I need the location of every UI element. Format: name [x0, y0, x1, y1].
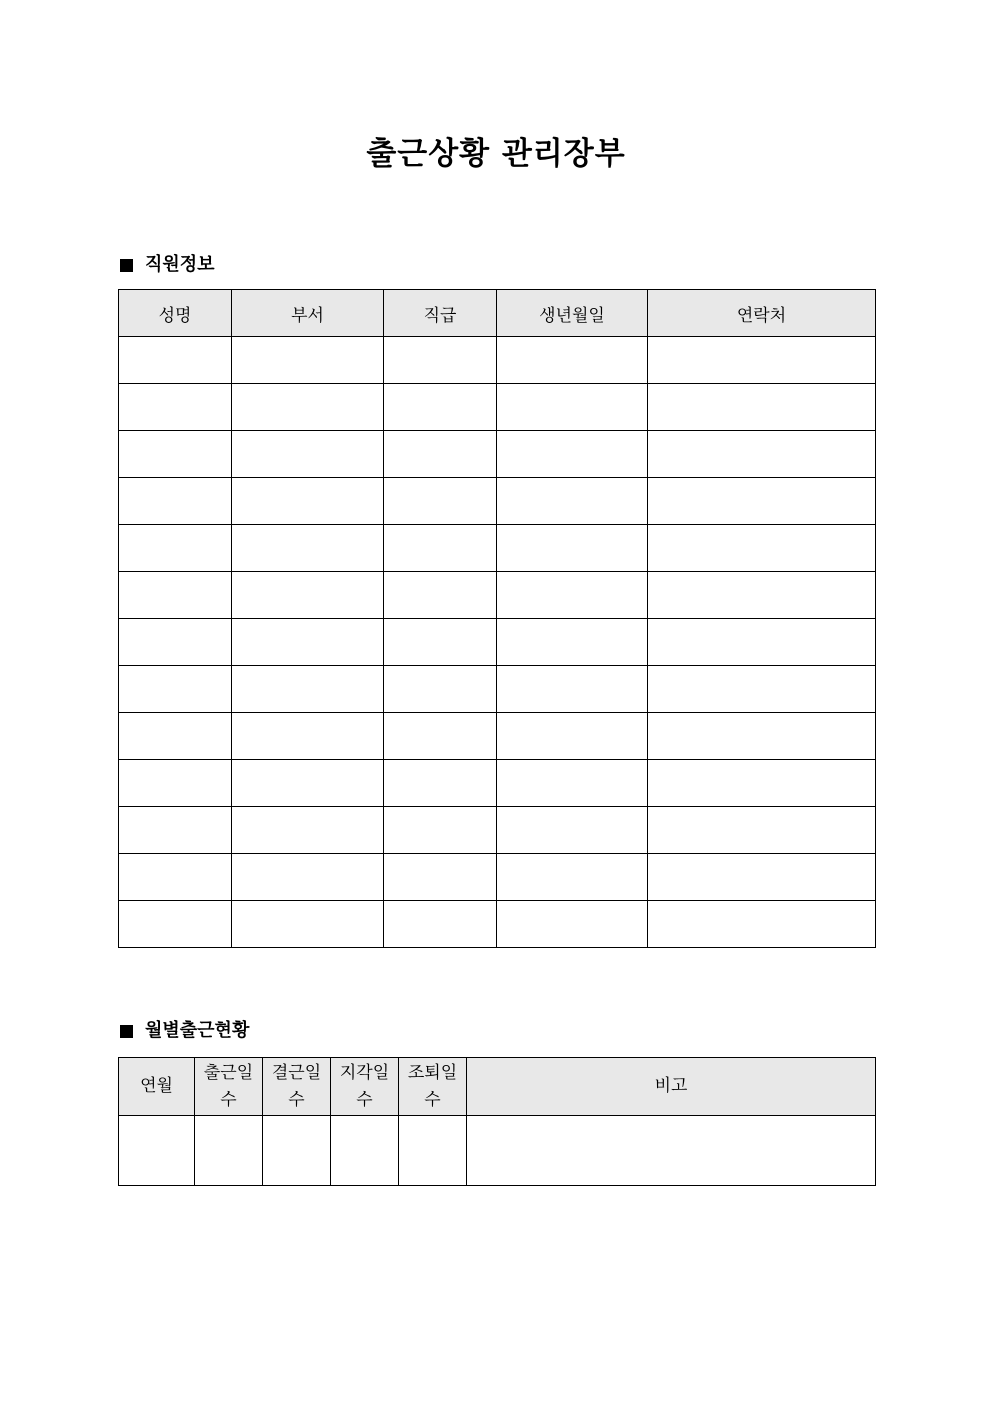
table-cell[interactable] [384, 431, 497, 478]
table-cell[interactable] [497, 713, 648, 760]
table-row [119, 901, 876, 948]
column-header-contact: 연락처 [648, 290, 876, 337]
table-cell[interactable] [119, 478, 232, 525]
monthly-section-heading [120, 1019, 249, 1043]
table-cell[interactable] [497, 901, 648, 948]
table-cell[interactable] [497, 525, 648, 572]
table-cell[interactable] [119, 572, 232, 619]
table-cell[interactable] [232, 431, 384, 478]
table-cell[interactable] [384, 666, 497, 713]
table-cell[interactable] [119, 713, 232, 760]
table-row [119, 384, 876, 431]
table-cell[interactable] [648, 337, 876, 384]
column-header-birthdate: 생년월일 [497, 290, 648, 337]
table-cell[interactable] [119, 337, 232, 384]
column-header-absence-days: 결근일 수 [263, 1058, 331, 1116]
table-cell[interactable] [119, 666, 232, 713]
table-cell[interactable] [648, 854, 876, 901]
table-cell[interactable] [331, 1116, 399, 1186]
monthly-section-label: 월별출근현황 [145, 1020, 250, 1041]
table-cell[interactable] [232, 478, 384, 525]
table-cell[interactable] [648, 666, 876, 713]
column-header-year-month: 연월 [119, 1058, 195, 1116]
table-cell[interactable] [384, 619, 497, 666]
table-cell[interactable] [232, 337, 384, 384]
table-cell[interactable] [497, 854, 648, 901]
staff-section-label: 직원정보 [145, 254, 215, 275]
table-cell[interactable] [119, 431, 232, 478]
table-cell[interactable] [648, 431, 876, 478]
table-cell[interactable] [648, 572, 876, 619]
table-cell[interactable] [119, 619, 232, 666]
table-cell[interactable] [384, 901, 497, 948]
column-header-department: 부서 [232, 290, 384, 337]
table-cell[interactable] [119, 901, 232, 948]
table-cell[interactable] [232, 572, 384, 619]
table-row [119, 525, 876, 572]
table-cell[interactable] [384, 337, 497, 384]
table-row [119, 1116, 876, 1186]
table-row [119, 760, 876, 807]
table-cell[interactable] [119, 854, 232, 901]
table-row [119, 572, 876, 619]
table-cell[interactable] [497, 666, 648, 713]
table-cell[interactable] [232, 807, 384, 854]
table-cell[interactable] [648, 478, 876, 525]
square-bullet-icon [120, 1025, 133, 1038]
table-cell[interactable] [384, 854, 497, 901]
column-header-position: 직급 [384, 290, 497, 337]
table-cell[interactable] [384, 807, 497, 854]
table-cell[interactable] [119, 525, 232, 572]
table-cell[interactable] [497, 619, 648, 666]
table-row [119, 713, 876, 760]
table-cell[interactable] [119, 807, 232, 854]
table-row [119, 807, 876, 854]
table-cell[interactable] [497, 478, 648, 525]
table-cell[interactable] [648, 384, 876, 431]
table-cell[interactable] [232, 901, 384, 948]
table-cell[interactable] [232, 713, 384, 760]
table-row [119, 619, 876, 666]
table-cell[interactable] [497, 572, 648, 619]
table-cell[interactable] [232, 525, 384, 572]
table-cell[interactable] [497, 807, 648, 854]
table-cell[interactable] [384, 478, 497, 525]
table-row [119, 478, 876, 525]
table-cell[interactable] [232, 760, 384, 807]
table-cell[interactable] [497, 384, 648, 431]
table-header-row [119, 1058, 876, 1116]
table-cell[interactable] [384, 384, 497, 431]
table-cell[interactable] [232, 854, 384, 901]
table-row [119, 666, 876, 713]
column-header-name: 성명 [119, 290, 232, 337]
table-cell[interactable] [232, 384, 384, 431]
table-cell[interactable] [263, 1116, 331, 1186]
table-cell[interactable] [119, 1116, 195, 1186]
table-header-row [119, 290, 876, 337]
table-cell[interactable] [648, 525, 876, 572]
table-cell[interactable] [497, 431, 648, 478]
table-cell[interactable] [648, 713, 876, 760]
table-row [119, 854, 876, 901]
column-header-attendance-days: 출근일 수 [195, 1058, 263, 1116]
table-cell[interactable] [195, 1116, 263, 1186]
table-cell[interactable] [384, 713, 497, 760]
table-cell[interactable] [384, 572, 497, 619]
staff-info-table [118, 289, 876, 948]
table-cell[interactable] [399, 1116, 467, 1186]
table-cell[interactable] [119, 760, 232, 807]
table-cell[interactable] [497, 760, 648, 807]
table-cell[interactable] [648, 760, 876, 807]
column-header-early-leave-days: 조퇴일 수 [399, 1058, 467, 1116]
table-cell[interactable] [232, 666, 384, 713]
table-cell[interactable] [119, 384, 232, 431]
table-cell[interactable] [467, 1116, 876, 1186]
table-cell[interactable] [232, 619, 384, 666]
table-cell[interactable] [384, 760, 497, 807]
table-cell[interactable] [497, 337, 648, 384]
monthly-attendance-table [118, 1057, 876, 1186]
table-row [119, 431, 876, 478]
table-cell[interactable] [648, 807, 876, 854]
column-header-late-days: 지각일 수 [331, 1058, 399, 1116]
staff-section-heading [120, 253, 215, 277]
table-cell[interactable] [384, 525, 497, 572]
page-title: 출근상황 관리장부 [366, 136, 626, 172]
table-cell[interactable] [648, 901, 876, 948]
column-header-remarks: 비고 [467, 1058, 876, 1116]
table-cell[interactable] [648, 619, 876, 666]
table-row [119, 337, 876, 384]
square-bullet-icon [120, 259, 133, 272]
